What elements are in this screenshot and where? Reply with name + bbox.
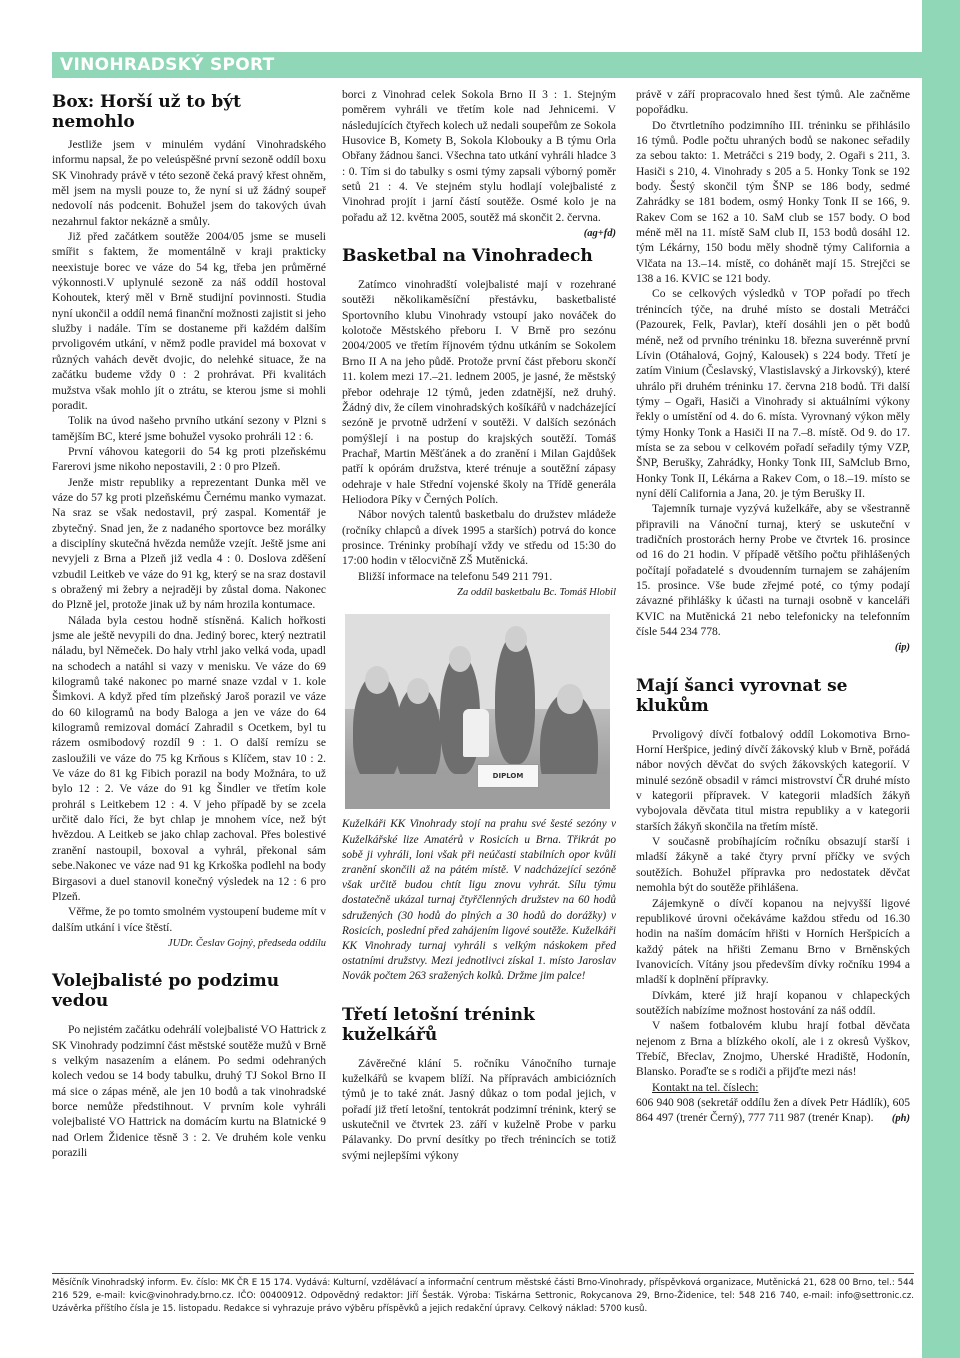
basketball-signature: Za oddíl basketbalu Bc. Tomáš Hlobil <box>457 586 616 598</box>
photo-caption: Kuželkáři KK Vinohrady stojí na prahu své šesté sezóny v Kuželkářské lize Amatérů v Rosicích u Brna. Třikrát po sobě ji vyhráli, loni však při neúčasti stabilních opor kvůli zranění skončili až na pátém místě. V nadcházející sezóně však určitě budou chtít ligu znovu vyhrát. Sílu týmu dostatečně ukázal turnaj čtyřčlenných družstev na 60 hodů sdružených (30 hodů do plných a 30 hodů do dorážky) v Rosicích, poslední před zahájením ligové soutěže. Kuželkáři KK Vinohrady turnaj vyhráli s velkým náskokem před ostatními družstvy. Mezi jednotlivci získal 1. místo Jaroslav Novák počtem 263 sražených kolků. Držme jim palce! <box>342 818 616 983</box>
box-paragraph: Jenže mistr republiky a reprezentant Dunka měl ve váze do 57 kg proti plzeňskému Černému manko vymazat. Na sraz se však nedostavil, prý zaspal. Komentář je zbytečný. Snad jen, že z nadaného sportovce bez morálky a disciplíny skutečná hvězda nemůže vzejít. Ještě jsme ani nevyjeli z Brna a Plzeň již vedla 4 : 0. Doslova zděšení vzbudil Leitkeb ve váze do 91 kg, který se na sraz dostavil s obražený mi žebry a nejraději by zůstal doma. Nakonec do Plzně jel, protože jinak už by nám hrozila kontumace. <box>52 476 326 612</box>
box-signature: JUDr. Česlav Gojný, předseda oddílu <box>167 937 326 949</box>
girls-signature: (ph) <box>891 1113 910 1125</box>
bowling-signature: (ip) <box>894 642 910 654</box>
bowling-results: Do čtvrtletního podzimního III. tréninku se přihlásilo 16 týmů. Podle počtu uhraných bodů se nakonec seřadily za sebou takto: 1. Metráčci s 219 body, 2. Ogaři s 211, 3. Hasiči s 210, 4. Vinohrady s 205 a 5. Honky Tonk se 192 body. Šestý skončil tým ŠNP se 186 body, sedmé Zahrádky se 181 bodem, osmý Honky Tonk II se 166, 9. Rakev Com se 162 a 10. SaM club se 157 body. O bod méně měl na 11. místě SaM club II, 153 bodů dosáhl 12. tým Lékárny, 150 bodu měly shodně týmy California a Vlčata na 13.–14. místě, co dohánět mají 15. Strejčci se 138 a 16. KVIC se 121 body. <box>636 119 910 286</box>
bowling-overall: Co se celkových výsledků v TOP pořadí po třech trénincích týče, na druhé místo se dostali Metráčci (Pazourek, Felk, Pavlar), kteří dosáhli jen o pět bodů méně, než od prvního tréninku 18. března suverénně první Lívin (Otáhalová, Gojný, Kalousek) s 224 body. Třetí je zatím Vinium (Česlavský, Vlastislavský a Jirkovský), které uhrálo při druhém tréninku 17. června 218 bodů. Tři další týmy – Ogaři, Hasiči a Vinohrady si aktuálními výkony řekly o umístění od 4. do 6. místa. Vyrovnaný výkon měly týmy Honky Tonk a Hasiči II na 7.–8. místě. Od 9. do 17. místa se za sebou v celkovém pořadí seřadily týmy VZP, ŠNP, Berušky, Zahrádky, Honky Tonk III, SaMclub Brno, Honky Tonk II, Lékárna a Rakev Com, o 18.–19. místo se nyní dělí California a Jana, 20. je tým Berušky II. <box>636 288 910 500</box>
contact-text: 606 940 908 (sekretář oddílu žen a dívek Petr Hádlík), 605 864 497 (trenér Černý), 777 711 987 (trenér Knap). (ph) <box>636 1096 910 1127</box>
girls-paragraph: Dívkám, které již hrají kopanou v chlapeckých soutěžích nabízíme možnost hostování za náš oddíl. <box>636 989 910 1017</box>
publisher-footer: Měsíčník Vinohradský inform. Ev. číslo: MK ČR E 15 174. Vydává: Kulturní, vzdělávací a informační centrum městské části Brno-Vinohrady, příspěvková organizace, Mutěnická 21, 628 00 Brno, tel.: 544 216 529, e-mail: kvic@vinohrady.brno.cz. IČO: 00400912. Odpovědný redaktor: Jiří Šesták. Výroba: Tiskárna Settronic, Rokycanova 29, Brno-Židenice, tel: 548 216 740, e-mail: info@settronic.cz. Uzávěrka příštího čísla je 15. listopadu. Redakce si vyhrazuje právo výběru příspěvků a jejich redakční úpravy. Celkový náklad: 5700 kusů. <box>52 1273 914 1315</box>
diploma-label: DIPLOM <box>477 764 539 788</box>
volleyball-article-title: Volejbalisté po podzimu vedou <box>52 971 280 1012</box>
girls-paragraph: V našem fotbalovém klubu hrají fotbal děvčata nejenom z Brna a blízkého okolí, ale i z okresů Vyškov, Třebíč, Břeclav, Znojmo, Uherské Hradiště, Hodonín, Blansko. Poraďte se s rodiči a přijďte mezi nás! <box>636 1020 910 1079</box>
basketball-article-title: Basketbal na Vinohradech <box>342 246 593 267</box>
bowling-tournament: Tajemník turnaje vyzývá kuželkáře, aby se všestranně připravili na Vánoční turnaj, který se uskuteční v tradičních prostorách herny Probe ve čtvrtek 16. prosince od 16 do 21 hodin. V případě většího počtu přihlášených počítají pořadatelé s dvoudenním turnajem se zahájením 15. prosince. Vše bude zřejmé poté, co týmy podají závazné přihlášky k účasti na turnaji osobně v kanceláři KVIC na Mutěnická 21 nebo telefonicky na telefonním čísle 544 234 778. <box>636 503 910 639</box>
girls-football-title: Mají šanci vyrovnat se klukům <box>636 675 848 716</box>
column-3 <box>636 88 910 1127</box>
box-paragraph: Již před začátkem soutěže 2004/05 jsme se museli smířit s faktem, že momentálně v kraji prakticky neexistuje borec ve váze do 54 kg, třeba jen průměrné výkonnosti.V uplynulé sezoně za náš oddíl hostoval Kohoutek, který měl v Brně studijní povinnosti. Studia nyní ukončil a oddíl nemá finanční možnosti zajistit si jeho služby i nadále. Tím se dostaneme při každém dalším prvoligovém utkání, v němž podle pravidel má boxovat v různých vahách devět dvojic, do nelehké situace, že na začátku budeme vždy 0 : 2 prohrávat. Při kvalitách mužstva však mohlo jít o ztrátu, se kterou jsme si mohli poradit. <box>52 231 326 412</box>
column-2 <box>342 88 616 1164</box>
section-title: VINOHRADSKÝ SPORT <box>60 55 275 75</box>
section-banner <box>52 52 922 78</box>
side-color-stripe <box>922 0 960 1358</box>
bowling-paragraph: Závěrečné klání 5. ročníku Vánočního turnaje kuželkářů se kvapem blíží. Na přípravách ambiciózních týmů je to také znát. Jasný důkaz o tom podal jejich, v pořadí již třetí letošní, tentokrát podzimní trénink, který se uskutečnil ve čtvrtek 23. září v kuželně Probe v parku Pálavanky. Do první desítky po třech trénincích se totiž svými nejlepšími výkony <box>342 1057 616 1162</box>
basketball-paragraph: Bližší informace na telefonu 549 211 791. <box>358 570 553 583</box>
basketball-paragraph: Nábor nových talentů basketbalu do družstev mládeže (ročníky chlapců a dívek 1995 a starších) potrvá do konce prosince. Tréninky probíhají vždy ve středu od 15:30 do 17:00 hodin v tělocvičně ZŠ Mutěnická. <box>342 509 616 568</box>
girls-paragraph: V současně probíhajícím ročníku obsazují starší i mladší žákyně a také čtyry první příčky ve svých soutěžích. Bohužel přípravka pro nedostatek děvčat nemohla být do soutěže přihlášena. <box>636 836 910 895</box>
box-paragraph: Tolik na úvod našeho prvního utkání sezony v Plzni s tamějším BC, které jsme bohužel vysoko prohráli 12 : 6. <box>52 415 326 443</box>
box-paragraph: Nálada byla cestou hodně stísněná. Kalich hořkosti jsme ale ještě nevypili do dna. Jediný borec, který neztratil náladu, byl Němeček. Do haly vtrhl jako velká voda, upadl na schodech a natáhl si vazy v menisku. Ve váze do 69 kilogramů také nakonec po marné snaze vzdal v 1. kole Šimkovi. A když před tím plzeňský Jaroš porazil ve váze do 60 kilogramů na body Baloga a jen ve váze do 64 kilogramů remizoval domácí Zahradil s Ocetkem, byl tu rázem osmibodový rozdíl 9 : 1. O další remízu se zasloužili ve váze do 75 kg Krňous s Klíčem, stav 10 : 2. Ve váze do 81 kg Fibich porazil na body Možnára, to už bylo 12 : 2. Ve váze do 91 kg Šindler ve třetím kole prohrál s Leitkebem 12 : 4. V jeho případě by se zcela určitě dalo říci, že byt chlap je mnohem více, než být hvězdou. A Leitkeb se jako chlap zachoval. Přes bolestivé zranění nastoupil, boxoval a vyhrál, překonal sám sebe.Nakonec ve váze nad 91 kg Krkoška podlehl na body Birgasovi a duel stanovil konečný výsledek na 12 : 6 pro Plzeň. <box>52 614 326 903</box>
girls-paragraph: Zájemkyně o dívčí kopanou na nejvyšší ligové republikové úrovni očekáváme každou středu od 16.30 hodin na naším domácím hřišti v Horních Heršpicích a každý pátek na hřišti Zemanu Brno v Brněnských Ivanovicích. Vítány jsou především dívky ročníku 1994 a mladší k doplnění přípravky. <box>636 897 910 987</box>
box-paragraph: Věřme, že po tomto smolném vystoupení budeme mít v dalším utkání i více štěstí. <box>52 906 326 934</box>
team-photo <box>345 614 610 809</box>
bowling-continued: právě v září propracovalo hned šest týmů. Ale začněme popořádku. <box>636 89 910 117</box>
volleyball-paragraph: Po nejistém začátku odehrálí volejbalisté VO Hattrick z SK Vinohrady podzimní část městské soutěže mužů v Brně s velkým nasazením a elánem. Po sedmi odehraných kolech vedou se 14 body tabulku, druhý TJ Sokol Brno II má sice o zápas méně, ale jen 10 bodů a tak vinohradské borce nemůže předstihnout. V prvním kole vyhráli volejbalisté VO Hattrick na domácím kurtu na Blatnické 9 nad Orlem Židenice těsně 3 : 2. Ve druhém kole venku porazili <box>52 1024 326 1159</box>
box-paragraph: První váhovou kategorii do 54 kg proti plzeňskému Farerovi jsme nikoho nepostavili, 2 : 0 pro Plzeň. <box>52 445 326 474</box>
column-1 <box>52 88 326 1161</box>
contact-label: Kontakt na tel. číslech: <box>652 1081 759 1094</box>
box-article-title: Box: Horší už to být nemohlo <box>52 92 242 132</box>
bowling-article-title: Třetí letošní trénink kuželkářů <box>342 1004 535 1045</box>
box-paragraph: Jestliže jsem v minulém vydání Vinohradského informu napsal, že po veleúspěšné první sezoně oddíl boxu SK Vinohrady právě v této sezoně čeká pravý křest ohněm, měl jsem na mysli pouze to, že nyní si už žádný soupeř nedovolí nás podcenit. Bohužel jsem do takových úvah nezahrnul faktor nekázně a smůly. <box>52 139 326 228</box>
volleyball-signature: (ag+fd) <box>583 228 616 240</box>
girls-paragraph: Prvoligový dívčí fotbalový oddíl Lokomotiva Brno-Horní Heršpice, jediný dívčí žákovský klub v Brně, pořádá nábor nových děvčat do svých žákovských kategorií. V minulé sezóně obsadil v rámci mistrovství ČR druhé místo v kategorii přípravek. V kategorii mladších žákyň vybojovala děvčata titul mistra republiky a v kategorii starších žákyň skončila na třetím místě. <box>636 728 910 833</box>
basketball-paragraph: Zatímco vinohradští volejbalisté mají v rozehrané soutěži několikaměsíční přestávku, basketbalisté Sportovního klubu Vinohrady vstoupí jako nováček do kolotoče Městského přeboru I. V Brně pro sezónu 2004/2005 ve třetím říjnovém týdnu utkáním se Sokolem Brno II A na jeho půdě. Protože první část přeboru skončí 11. kolem mezi 17.–21. lednem 2005, je jasné, že městský přebor odehraje 12 týmů, jeden zdatnější, než druhý. Žádný div, že cílem vinohradských košíkářů v nadcházející sezóně je prvotně udržení v soutěži. V dalších sezónách pomýšlejí i na postup do krajských soutěží. Tomáš Prachař, Martin Měšťánek a do zranění i Milan Gajdůšek patří k opórám družstva, které trénuje a soutěžní zápasy odehraje v hale Střední vojenské školy na Třídě generála Heliodora Píky v Černých Polích. <box>342 279 616 506</box>
volleyball-continued: borci z Vinohrad celek Sokola Brno II 3 : 1. Stejným poměrem vyhráli ve třetím kole nad Jehnicemi. V následujících čtyřech kolech už nedali soupeřům ze Sokola Husovice B, Komety B, Sokola Klobouky a B týmu Orla Obřany žádnou šanci. Všechna tato utkání vyhráli hladce 3 : 0. Tím si do tabulky s osmi týmy zapsali výborný poměr setů 21 : 4. Ve stejném stylu hodlají volejbalisté z Vinohrad projít i jarní částí soutěže. Osmé kolo je na pořadu až 12. května 2005, soutěž má skončit 2. června. (ag+fd) <box>342 88 616 226</box>
